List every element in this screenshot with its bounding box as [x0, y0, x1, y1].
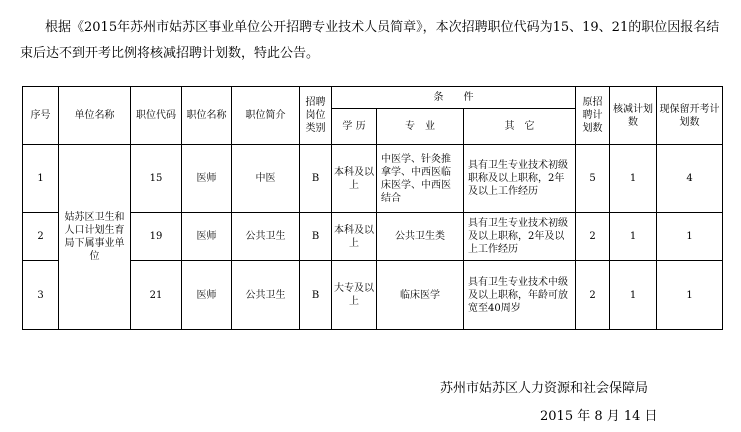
- header-position-code: 职位代码: [131, 87, 182, 145]
- cell-code: 19: [131, 213, 182, 261]
- cell-code: 15: [131, 145, 182, 213]
- cell-category: B: [300, 213, 332, 261]
- cell-education: 本科及以上: [332, 213, 377, 261]
- cell-original: 2: [576, 261, 610, 330]
- cell-code: 21: [131, 261, 182, 330]
- cell-reduced: 1: [610, 213, 657, 261]
- header-remaining: 现保留开考计划数: [657, 87, 723, 145]
- cell-position-name: 医师: [182, 145, 232, 213]
- cell-education: 本科及以上: [332, 145, 377, 213]
- cell-category: B: [300, 261, 332, 330]
- cell-original: 2: [576, 213, 610, 261]
- cell-position-name: 医师: [182, 213, 232, 261]
- cell-reduced: 1: [610, 145, 657, 213]
- cell-reduced: 1: [610, 261, 657, 330]
- signature-date: 2015 年 8 月 14 日: [540, 409, 658, 424]
- header-category: 招聘岗位类别: [300, 87, 332, 145]
- cell-other: 具有卫生专业技术中级及以上职称，年龄可放宽至40周岁: [464, 261, 576, 330]
- cell-remaining: 1: [657, 261, 723, 330]
- cell-position-name: 医师: [182, 261, 232, 330]
- cell-major: 公共卫生类: [377, 213, 464, 261]
- cell-category: B: [300, 145, 332, 213]
- cell-other: 具有卫生专业技术初级职称及以上职称，2年及以上工作经历: [464, 145, 576, 213]
- cell-unit-name: 姑苏区卫生和人口计划生育局下属事业单位: [59, 145, 131, 330]
- cell-remaining: 4: [657, 145, 723, 213]
- recruitment-table: [22, 86, 723, 330]
- cell-desc: 公共卫生: [232, 213, 300, 261]
- header-reduced: 核减计划数: [610, 87, 657, 145]
- header-original-plan: 原招聘计划数: [576, 87, 610, 145]
- notice-intro: 根据《2015年苏州市姑苏区事业单位公开招聘专业技术人员简章》，本次招聘职位代码为15、19、21的职位因报名结束后达不到开考比例将核减招聘计划数，特此公告。: [20, 20, 720, 61]
- header-education: 学 历: [332, 109, 377, 145]
- table-row: [23, 145, 723, 213]
- signature-org: 苏州市姑苏区人力资源和社会保障局: [440, 381, 649, 396]
- cell-major: 临床医学: [377, 261, 464, 330]
- cell-remaining: 1: [657, 213, 723, 261]
- cell-seq: 1: [23, 145, 59, 213]
- cell-desc: 公共卫生: [232, 261, 300, 330]
- header-seq: 序号: [23, 87, 59, 145]
- cell-desc: 中医: [232, 145, 300, 213]
- cell-major: 中医学、针灸推拿学、中西医临床医学、中西医结合: [377, 145, 464, 213]
- header-major: 专 业: [377, 109, 464, 145]
- cell-original: 5: [576, 145, 610, 213]
- header-row: [23, 87, 723, 109]
- cell-education: 大专及以上: [332, 261, 377, 330]
- header-other: 其 它: [464, 109, 576, 145]
- header-position-name: 职位名称: [182, 87, 232, 145]
- cell-other: 具有卫生专业技术初级及以上职称，2年及以上工作经历: [464, 213, 576, 261]
- cell-seq: 3: [23, 261, 59, 330]
- header-conditions: 条 件: [332, 87, 576, 109]
- cell-seq: 2: [23, 213, 59, 261]
- header-unit-name: 单位名称: [59, 87, 131, 145]
- header-position-desc: 职位简介: [232, 87, 300, 145]
